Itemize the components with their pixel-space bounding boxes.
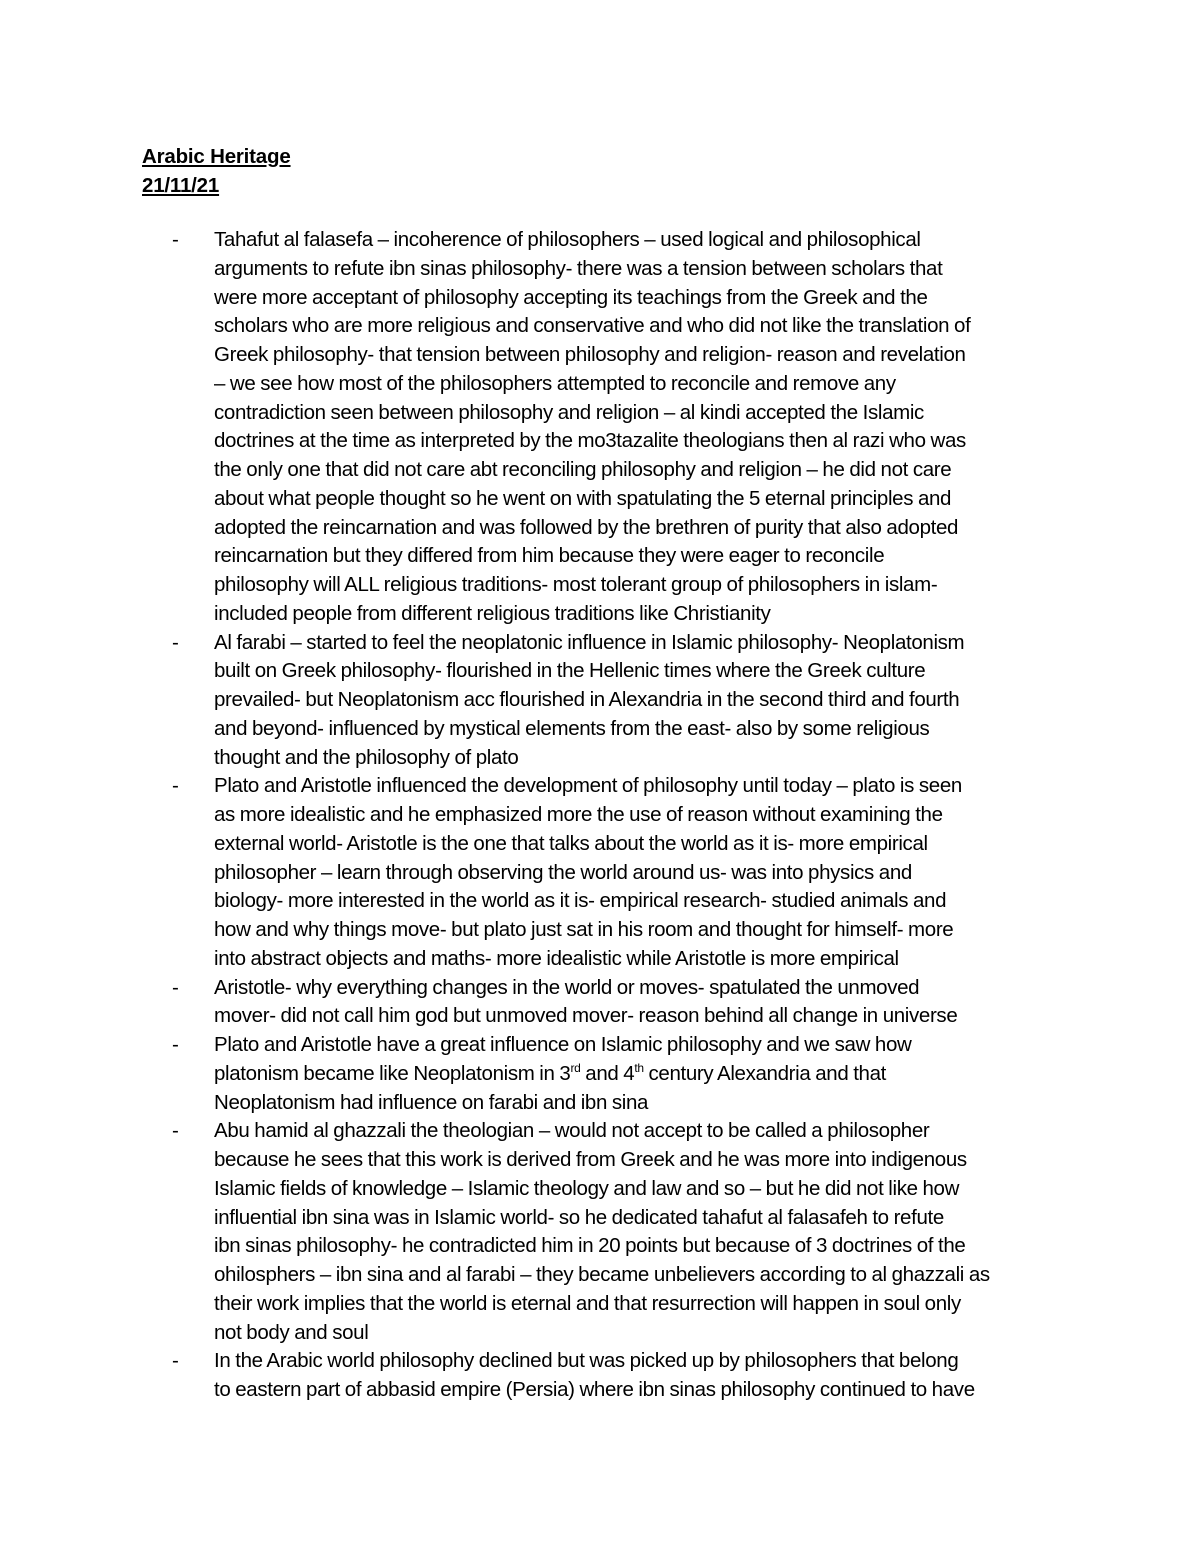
ordinal-suffix: th xyxy=(634,1060,644,1075)
note-line: into abstract objects and maths- more idealistic while Aristotle is more empirical xyxy=(214,946,899,970)
note-text: Plato and Aristotle have a great influence on Islamic philosophy and we saw how xyxy=(214,1033,912,1056)
note-line: ohilosphers – ibn sina and al farabi – they became unbelievers according to al ghazzali as xyxy=(214,1263,990,1286)
bullet-dash: - xyxy=(172,228,179,251)
note-line: external world- Aristotle is the one that talks about the world as it is- more empirical xyxy=(214,831,928,855)
notes-list xyxy=(172,226,1072,1405)
note-line: their work implies that the world is eternal and that resurrection will happen in soul only xyxy=(214,1291,961,1315)
note-line: about what people thought so he went on with spatulating the 5 eternal principles and xyxy=(214,486,952,510)
note-item xyxy=(172,1347,1072,1405)
note-line: to eastern part of abbasid empire (Persia) where ibn sinas philosophy continued to have xyxy=(214,1378,975,1401)
note-line: not body and soul xyxy=(214,1320,369,1344)
note-line: Greek philosophy- that tension between philosophy and religion- reason and revelation xyxy=(214,343,966,366)
note-line: influential ibn sina was in Islamic world- so he dedicated tahafut al falasafeh to refute xyxy=(214,1205,944,1229)
note-line: because he sees that this work is derived from Greek and he was more into indigenous xyxy=(214,1148,967,1171)
note-text: and 4 xyxy=(580,1061,635,1085)
note-line: Aristotle- why everything changes in the world or moves- spatulated the unmoved xyxy=(214,975,920,999)
note-line: mover- did not call him god but unmoved mover- reason behind all change in universe xyxy=(214,1004,958,1028)
note-line: Al farabi – started to feel the neoplatonic influence in Islamic philosophy- Neoplatonism xyxy=(214,630,965,654)
note-line: – we see how most of the philosophers attempted to reconcile and remove any xyxy=(214,371,896,395)
bullet-dash: - xyxy=(172,1033,179,1056)
note-text: platonism became like Neoplatonism in 3 xyxy=(214,1061,571,1085)
note-line: reincarnation but they differed from him because they were eager to reconcile xyxy=(214,544,885,568)
note-line: and beyond- influenced by mystical elements from the east- also by some religious xyxy=(214,716,930,740)
note-line: Plato and Aristotle influenced the development of philosophy until today – plato is seen xyxy=(214,774,962,798)
note-item xyxy=(172,1117,1072,1347)
note-item xyxy=(172,1031,1072,1117)
ordinal-suffix: rd xyxy=(570,1060,581,1075)
note-line xyxy=(214,1060,1072,1089)
note-text: century Alexandria and that xyxy=(643,1061,887,1085)
note-line xyxy=(214,1031,1072,1060)
note-line: ibn sinas philosophy- he contradicted him in 20 points but because of 3 doctrines of the xyxy=(214,1234,966,1258)
note-item xyxy=(172,226,1072,629)
document-date: 21/11/21 xyxy=(142,174,220,197)
note-line: Tahafut al falasefa – incoherence of philosophers – used logical and philosophical xyxy=(214,228,921,251)
note-line: philosophy will ALL religious traditions- most tolerant group of philosophers in islam- xyxy=(214,573,938,596)
note-line: built on Greek philosophy- flourished in the Hellenic times where the Greek culture xyxy=(214,659,926,683)
bullet-dash: - xyxy=(172,1349,179,1373)
document-title: Arabic Heritage xyxy=(142,145,291,168)
note-line: were more acceptant of philosophy accepting its teachings from the Greek and the xyxy=(214,285,928,309)
note-line: how and why things move- but plato just sat in his room and thought for himself- more xyxy=(214,918,954,941)
note-line: biology- more interested in the world as it is- empirical research- studied animals and xyxy=(214,889,947,913)
note-item xyxy=(172,629,1072,773)
note-line: philosopher – learn through observing the world around us- was into physics and xyxy=(214,860,912,884)
note-line: prevailed- but Neoplatonism acc flourished in Alexandria in the second third and fourth xyxy=(214,688,960,711)
note-line: Islamic fields of knowledge – Islamic theology and law and so – but he did not like how xyxy=(214,1176,960,1200)
note-line: as more idealistic and he emphasized more the use of reason without examining the xyxy=(214,803,943,826)
note-line xyxy=(214,1089,1072,1118)
note-line: doctrines at the time as interpreted by the mo3tazalite theologians then al razi who was xyxy=(214,429,966,453)
note-line: scholars who are more religious and conservative and who did not like the translation of xyxy=(214,314,971,338)
note-item xyxy=(172,974,1072,1032)
note-line: Abu hamid al ghazzali the theologian – would not accept to be called a philosopher xyxy=(214,1119,930,1143)
note-line: contradiction seen between philosophy and religion – al kindi accepted the Islamic xyxy=(214,400,924,424)
bullet-dash: - xyxy=(172,774,179,798)
note-line: thought and the philosophy of plato xyxy=(214,745,519,769)
note-line: the only one that did not care abt reconciling philosophy and religion – he did not care xyxy=(214,458,952,481)
note-line: arguments to refute ibn sinas philosophy- there was a tension between scholars that xyxy=(214,256,943,280)
bullet-dash: - xyxy=(172,630,179,654)
note-item xyxy=(172,772,1072,973)
note-text: Neoplatonism had influence on farabi and ibn sina xyxy=(214,1090,649,1114)
note-line: included people from different religious traditions like Christianity xyxy=(214,601,771,625)
note-line: In the Arabic world philosophy declined but was picked up by philosophers that belong xyxy=(214,1349,959,1373)
bullet-dash: - xyxy=(172,1119,179,1143)
bullet-dash: - xyxy=(172,975,179,999)
note-line: adopted the reincarnation and was followed by the brethren of purity that also adopted xyxy=(214,515,959,539)
